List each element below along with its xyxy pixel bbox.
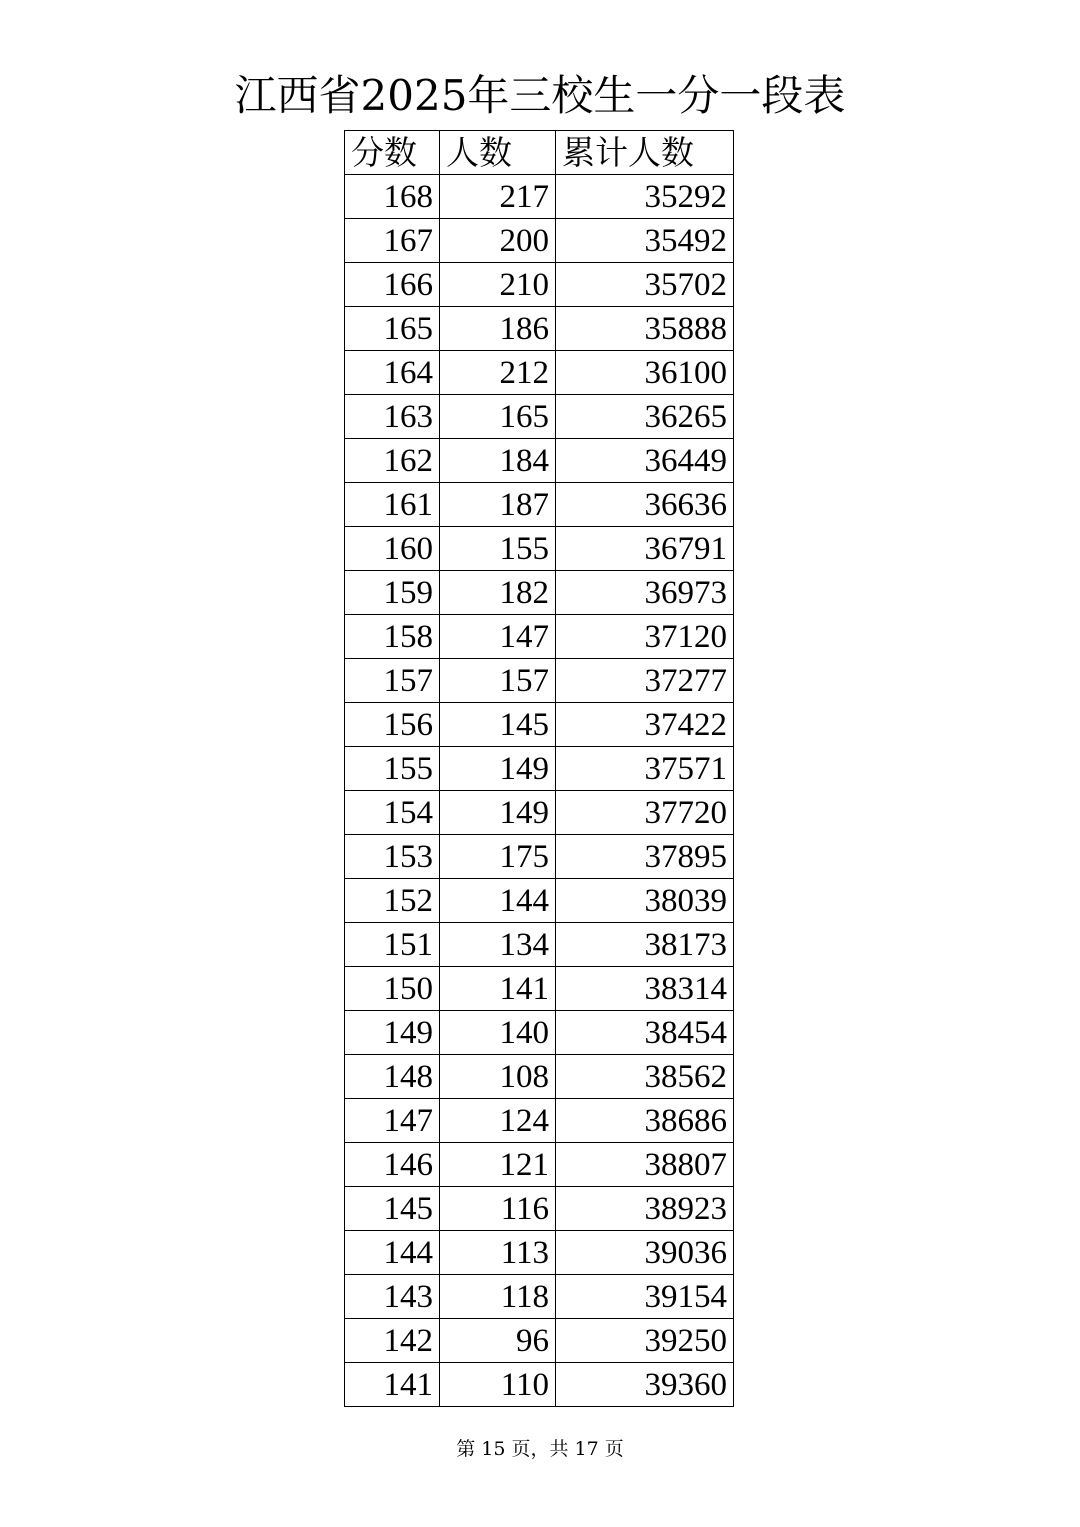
cell-cumulative: 37120 xyxy=(556,615,734,659)
cell-score: 141 xyxy=(345,1363,440,1407)
cell-score: 145 xyxy=(345,1187,440,1231)
cell-cumulative: 36791 xyxy=(556,527,734,571)
cell-count: 140 xyxy=(440,1011,556,1055)
table-row xyxy=(345,1319,734,1363)
cell-score: 142 xyxy=(345,1319,440,1363)
page-title: 江西省2025年三校生一分一段表 xyxy=(234,71,846,120)
cell-cumulative: 38686 xyxy=(556,1099,734,1143)
cell-count: 186 xyxy=(440,307,556,351)
table-row xyxy=(345,263,734,307)
cell-count: 149 xyxy=(440,791,556,835)
table-row xyxy=(345,1011,734,1055)
table-row xyxy=(345,307,734,351)
cell-score: 150 xyxy=(345,967,440,1011)
cell-cumulative: 39360 xyxy=(556,1363,734,1407)
table-row xyxy=(345,923,734,967)
cell-cumulative: 38454 xyxy=(556,1011,734,1055)
table-row xyxy=(345,835,734,879)
cell-cumulative: 38039 xyxy=(556,879,734,923)
table-row xyxy=(345,351,734,395)
table-row xyxy=(345,571,734,615)
cell-cumulative: 36100 xyxy=(556,351,734,395)
cell-score: 161 xyxy=(345,483,440,527)
cell-score: 162 xyxy=(345,439,440,483)
cell-cumulative: 38314 xyxy=(556,967,734,1011)
score-distribution-table xyxy=(344,130,734,1407)
cell-count: 145 xyxy=(440,703,556,747)
cell-count: 157 xyxy=(440,659,556,703)
table-row xyxy=(345,1099,734,1143)
table-row xyxy=(345,1143,734,1187)
cell-count: 175 xyxy=(440,835,556,879)
table-row xyxy=(345,395,734,439)
cell-count: 165 xyxy=(440,395,556,439)
cell-score: 163 xyxy=(345,395,440,439)
header-score: 分数 xyxy=(345,131,440,175)
cell-score: 168 xyxy=(345,175,440,219)
cell-count: 110 xyxy=(440,1363,556,1407)
cell-cumulative: 36449 xyxy=(556,439,734,483)
table-row xyxy=(345,1275,734,1319)
cell-cumulative: 35888 xyxy=(556,307,734,351)
table-row xyxy=(345,879,734,923)
cell-cumulative: 38807 xyxy=(556,1143,734,1187)
cell-count: 184 xyxy=(440,439,556,483)
table-row xyxy=(345,483,734,527)
header-cumulative: 累计人数 xyxy=(556,131,734,175)
cell-score: 166 xyxy=(345,263,440,307)
cell-score: 152 xyxy=(345,879,440,923)
table-row xyxy=(345,527,734,571)
table-row xyxy=(345,659,734,703)
cell-cumulative: 38923 xyxy=(556,1187,734,1231)
table-row xyxy=(345,747,734,791)
cell-score: 156 xyxy=(345,703,440,747)
cell-count: 108 xyxy=(440,1055,556,1099)
page-footer: 第 15 页，共 17 页 xyxy=(456,1438,624,1460)
cell-cumulative: 36265 xyxy=(556,395,734,439)
cell-score: 164 xyxy=(345,351,440,395)
cell-count: 116 xyxy=(440,1187,556,1231)
cell-cumulative: 38173 xyxy=(556,923,734,967)
cell-count: 96 xyxy=(440,1319,556,1363)
cell-count: 210 xyxy=(440,263,556,307)
table-row xyxy=(345,1055,734,1099)
cell-count: 187 xyxy=(440,483,556,527)
table-row xyxy=(345,1187,734,1231)
cell-count: 121 xyxy=(440,1143,556,1187)
cell-count: 118 xyxy=(440,1275,556,1319)
table-row xyxy=(345,175,734,219)
cell-count: 182 xyxy=(440,571,556,615)
cell-score: 165 xyxy=(345,307,440,351)
cell-cumulative: 39250 xyxy=(556,1319,734,1363)
cell-score: 155 xyxy=(345,747,440,791)
table-row xyxy=(345,1231,734,1275)
cell-score: 154 xyxy=(345,791,440,835)
cell-cumulative: 36636 xyxy=(556,483,734,527)
cell-score: 153 xyxy=(345,835,440,879)
cell-score: 157 xyxy=(345,659,440,703)
cell-cumulative: 39036 xyxy=(556,1231,734,1275)
table-row xyxy=(345,791,734,835)
table-row xyxy=(345,1363,734,1407)
cell-score: 158 xyxy=(345,615,440,659)
cell-cumulative: 37720 xyxy=(556,791,734,835)
table-row xyxy=(345,615,734,659)
cell-cumulative: 37422 xyxy=(556,703,734,747)
cell-score: 148 xyxy=(345,1055,440,1099)
cell-cumulative: 39154 xyxy=(556,1275,734,1319)
cell-count: 113 xyxy=(440,1231,556,1275)
cell-count: 124 xyxy=(440,1099,556,1143)
cell-score: 160 xyxy=(345,527,440,571)
table-body xyxy=(345,175,734,1407)
cell-count: 217 xyxy=(440,175,556,219)
cell-cumulative: 38562 xyxy=(556,1055,734,1099)
cell-count: 134 xyxy=(440,923,556,967)
cell-cumulative: 35702 xyxy=(556,263,734,307)
table-row xyxy=(345,703,734,747)
cell-score: 151 xyxy=(345,923,440,967)
cell-count: 149 xyxy=(440,747,556,791)
cell-cumulative: 37895 xyxy=(556,835,734,879)
cell-cumulative: 35292 xyxy=(556,175,734,219)
cell-count: 155 xyxy=(440,527,556,571)
cell-count: 141 xyxy=(440,967,556,1011)
header-count: 人数 xyxy=(440,131,556,175)
cell-cumulative: 35492 xyxy=(556,219,734,263)
table-row xyxy=(345,439,734,483)
table-header-row xyxy=(345,131,734,175)
cell-cumulative: 37277 xyxy=(556,659,734,703)
cell-score: 167 xyxy=(345,219,440,263)
table-row xyxy=(345,219,734,263)
cell-score: 146 xyxy=(345,1143,440,1187)
cell-count: 212 xyxy=(440,351,556,395)
cell-count: 200 xyxy=(440,219,556,263)
cell-score: 147 xyxy=(345,1099,440,1143)
table-row xyxy=(345,967,734,1011)
cell-score: 159 xyxy=(345,571,440,615)
cell-cumulative: 37571 xyxy=(556,747,734,791)
cell-score: 149 xyxy=(345,1011,440,1055)
cell-score: 143 xyxy=(345,1275,440,1319)
cell-score: 144 xyxy=(345,1231,440,1275)
cell-count: 147 xyxy=(440,615,556,659)
cell-count: 144 xyxy=(440,879,556,923)
cell-cumulative: 36973 xyxy=(556,571,734,615)
